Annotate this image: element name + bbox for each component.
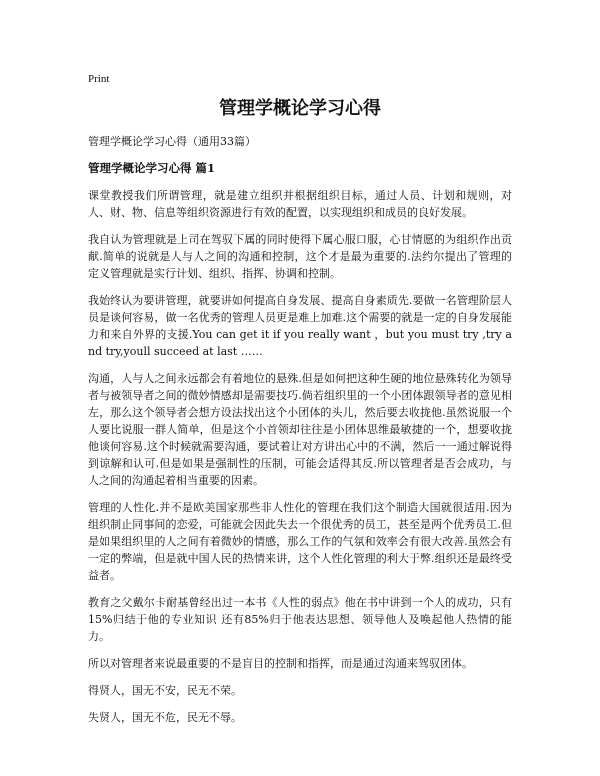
section-heading: 管理学概论学习心得 篇1	[88, 161, 216, 175]
paragraph-1: 课堂教授我们所谓管理，就是建立组织并根据组织目标，通过人员、计划和规则，对人、财、物、信息等组织资源进行有效的配置，以实现组织和成员的良好发展。	[88, 189, 512, 219]
paragraph-9: 失贤人，国无不危，民无不辱。	[88, 711, 242, 724]
document-subtitle: 管理学概论学习心得（通用33篇）	[88, 135, 256, 148]
paragraph-6: 教育之父戴尔卡耐基曾经出过一本书《人性的弱点》他在书中讲到一个人的成功，只有15%归结于他的专业知识 还有85%归于他表达思想、领导他人及唤起他人热情的能力。	[88, 596, 512, 643]
paragraph-3: 我始终认为要讲管理，就要讲如何提高自身发展、提高自身素质先.要做一名管理阶层人员是谈何容易，做一名优秀的管理人员更是难上加难.这个需要的就是一定的自身发展能力和来自外界的支援.You can get it if you really want ，but you must try ,try and try,youll succeed at last ……	[88, 294, 512, 358]
paragraph-2: 我自认为管理就是上司在驾驭下属的同时使得下属心服口服，心甘情愿的为组织作出贡献.简单的说就是人与人之间的沟通和控制，这个才是最为重要的.法约尔提出了管理的定义管理就是实行计划、组织、指挥、协调和控制。	[88, 233, 512, 280]
print-link[interactable]: Print	[88, 73, 110, 85]
document-body	[88, 133, 512, 736]
paragraph-8: 得贤人，国无不安，民无不荣。	[88, 684, 242, 697]
paragraph-7: 所以对管理者来说最重要的不是盲目的控制和指挥，而是通过沟通来驾驭团体。	[88, 657, 473, 670]
page-title: 管理学概论学习心得	[219, 98, 381, 119]
paragraph-5: 管理的人性化.并不是欧美国家那些非人性化的管理在我们这个制造大国就很适用.因为组织制止同事间的恋爱，可能就会因此失去一个很优秀的员工，甚至是两个优秀员工.但是如果组织里的人之间有着微妙的情感，那么工作的气氛和效率会有很大改善.虽然会有一定的弊端，但是就中国人民的热情来讲，这个人性化管理的利大于弊.组织还是最终受益者。	[88, 501, 512, 582]
paragraph-4: 沟通，人与人之间永远都会有着地位的悬殊.但是如何把这种生硬的地位悬殊转化为领导者与被领导者之间的微妙情感却是需要技巧.倘若组织里的一个小团体跟领导者的意见相左，那么这个领导者会想方设法找出这个小团体的头儿，然后要去收拢他.虽然说服一个人要比说服一群人简单，但是这个小首领却往往是小团体思维最敏捷的一个，想要收拢他谈何容易.这个时候就需要沟通，要试着让对方讲出心中的不满，然后一一通过解说得到谅解和认可.但是如果是强制性的压制，可能会适得其反.所以管理者是否会成功，与人之间的沟通起着相当重要的因素。	[88, 372, 512, 487]
